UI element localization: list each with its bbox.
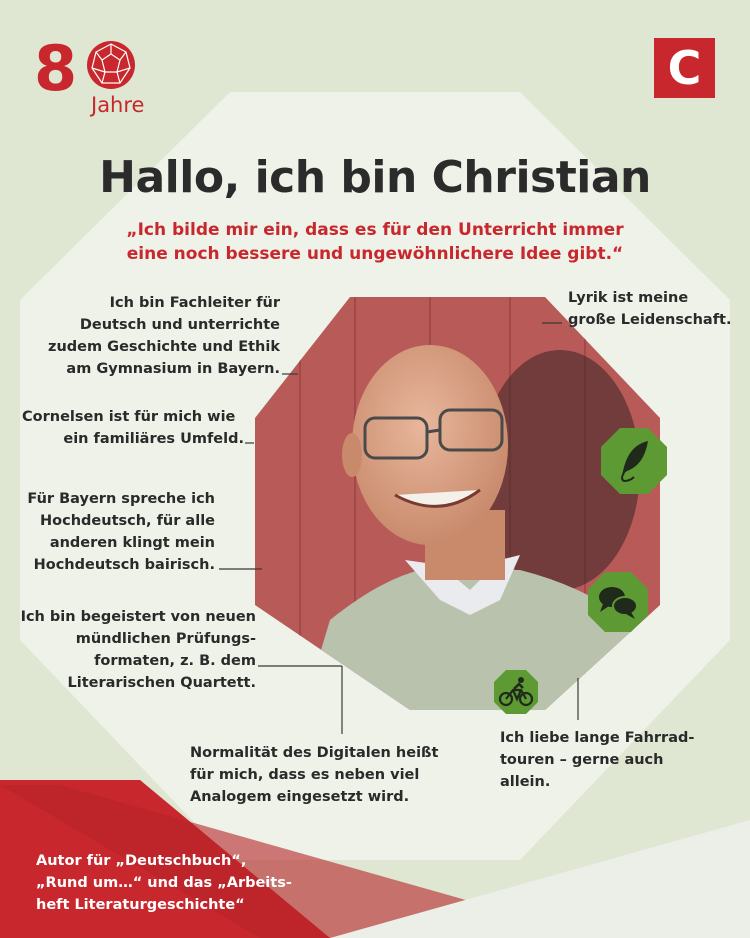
note-lyrik — [568, 287, 738, 331]
note-autor — [36, 850, 296, 916]
note-line: mündlichen Prüfungs- — [75, 631, 256, 647]
note-line: Normalität des Digitalen heißt — [190, 745, 439, 761]
note-line: Lyrik ist meine — [568, 290, 689, 306]
logo-jahre-text: Jahre — [91, 93, 145, 117]
note-line: zudem Geschichte und Ethik — [48, 339, 280, 355]
note-line: Hochdeutsch, für alle — [40, 513, 215, 529]
note-line: Ich bin Fachleiter für — [109, 295, 280, 311]
note-line: touren – gerne auch — [500, 752, 664, 768]
page-title: Hallo, ich bin Christian — [99, 152, 651, 203]
note-line: Literarischen Quartett. — [67, 675, 256, 691]
note-line: allein. — [500, 774, 551, 790]
note-line: Ich liebe lange Fahrrad- — [500, 730, 695, 746]
note-line: am Gymnasium in Bayern. — [66, 361, 280, 377]
quote-line: „Ich bilde mir ein, dass es für den Unterricht immer — [126, 220, 624, 240]
note-digital — [190, 742, 460, 808]
note-line: Analogem eingesetzt wird. — [190, 789, 410, 805]
note-fachleiter — [20, 292, 280, 380]
note-bayern — [20, 488, 215, 576]
note-line: Hochdeutsch bairisch. — [33, 557, 215, 573]
brand-letter: C — [667, 41, 702, 95]
note-line: anderen klingt mein — [49, 535, 215, 551]
note-line: Ich bin begeistert von neuen — [20, 609, 256, 625]
note-line: ein familiäres Umfeld. — [63, 431, 244, 447]
note-line: große Leidenschaft. — [568, 312, 732, 328]
note-cornelsen — [22, 406, 262, 450]
note-line: „Rund um…“ und das „Arbeits- — [36, 875, 292, 891]
note-line: Cornelsen ist für mich wie — [22, 409, 236, 425]
bicycle-icon — [493, 669, 539, 715]
quote-line: eine noch bessere und ungewöhnlichere Idee gibt.“ — [126, 244, 624, 264]
speech-bubbles-icon — [587, 571, 649, 633]
note-line: Autor für „Deutschbuch“, — [36, 853, 247, 869]
note-pruefung — [20, 606, 256, 694]
note-line: für mich, dass es neben viel — [190, 767, 420, 783]
logo-eight: 8 — [34, 32, 76, 105]
note-line: formaten, z. B. dem — [94, 653, 256, 669]
note-line: heft Literaturgeschichte“ — [36, 897, 245, 913]
note-line: Deutsch und unterrichte — [79, 317, 280, 333]
note-fahrrad — [500, 727, 720, 793]
note-line: Für Bayern spreche ich — [27, 491, 215, 507]
quill-icon — [600, 427, 668, 495]
